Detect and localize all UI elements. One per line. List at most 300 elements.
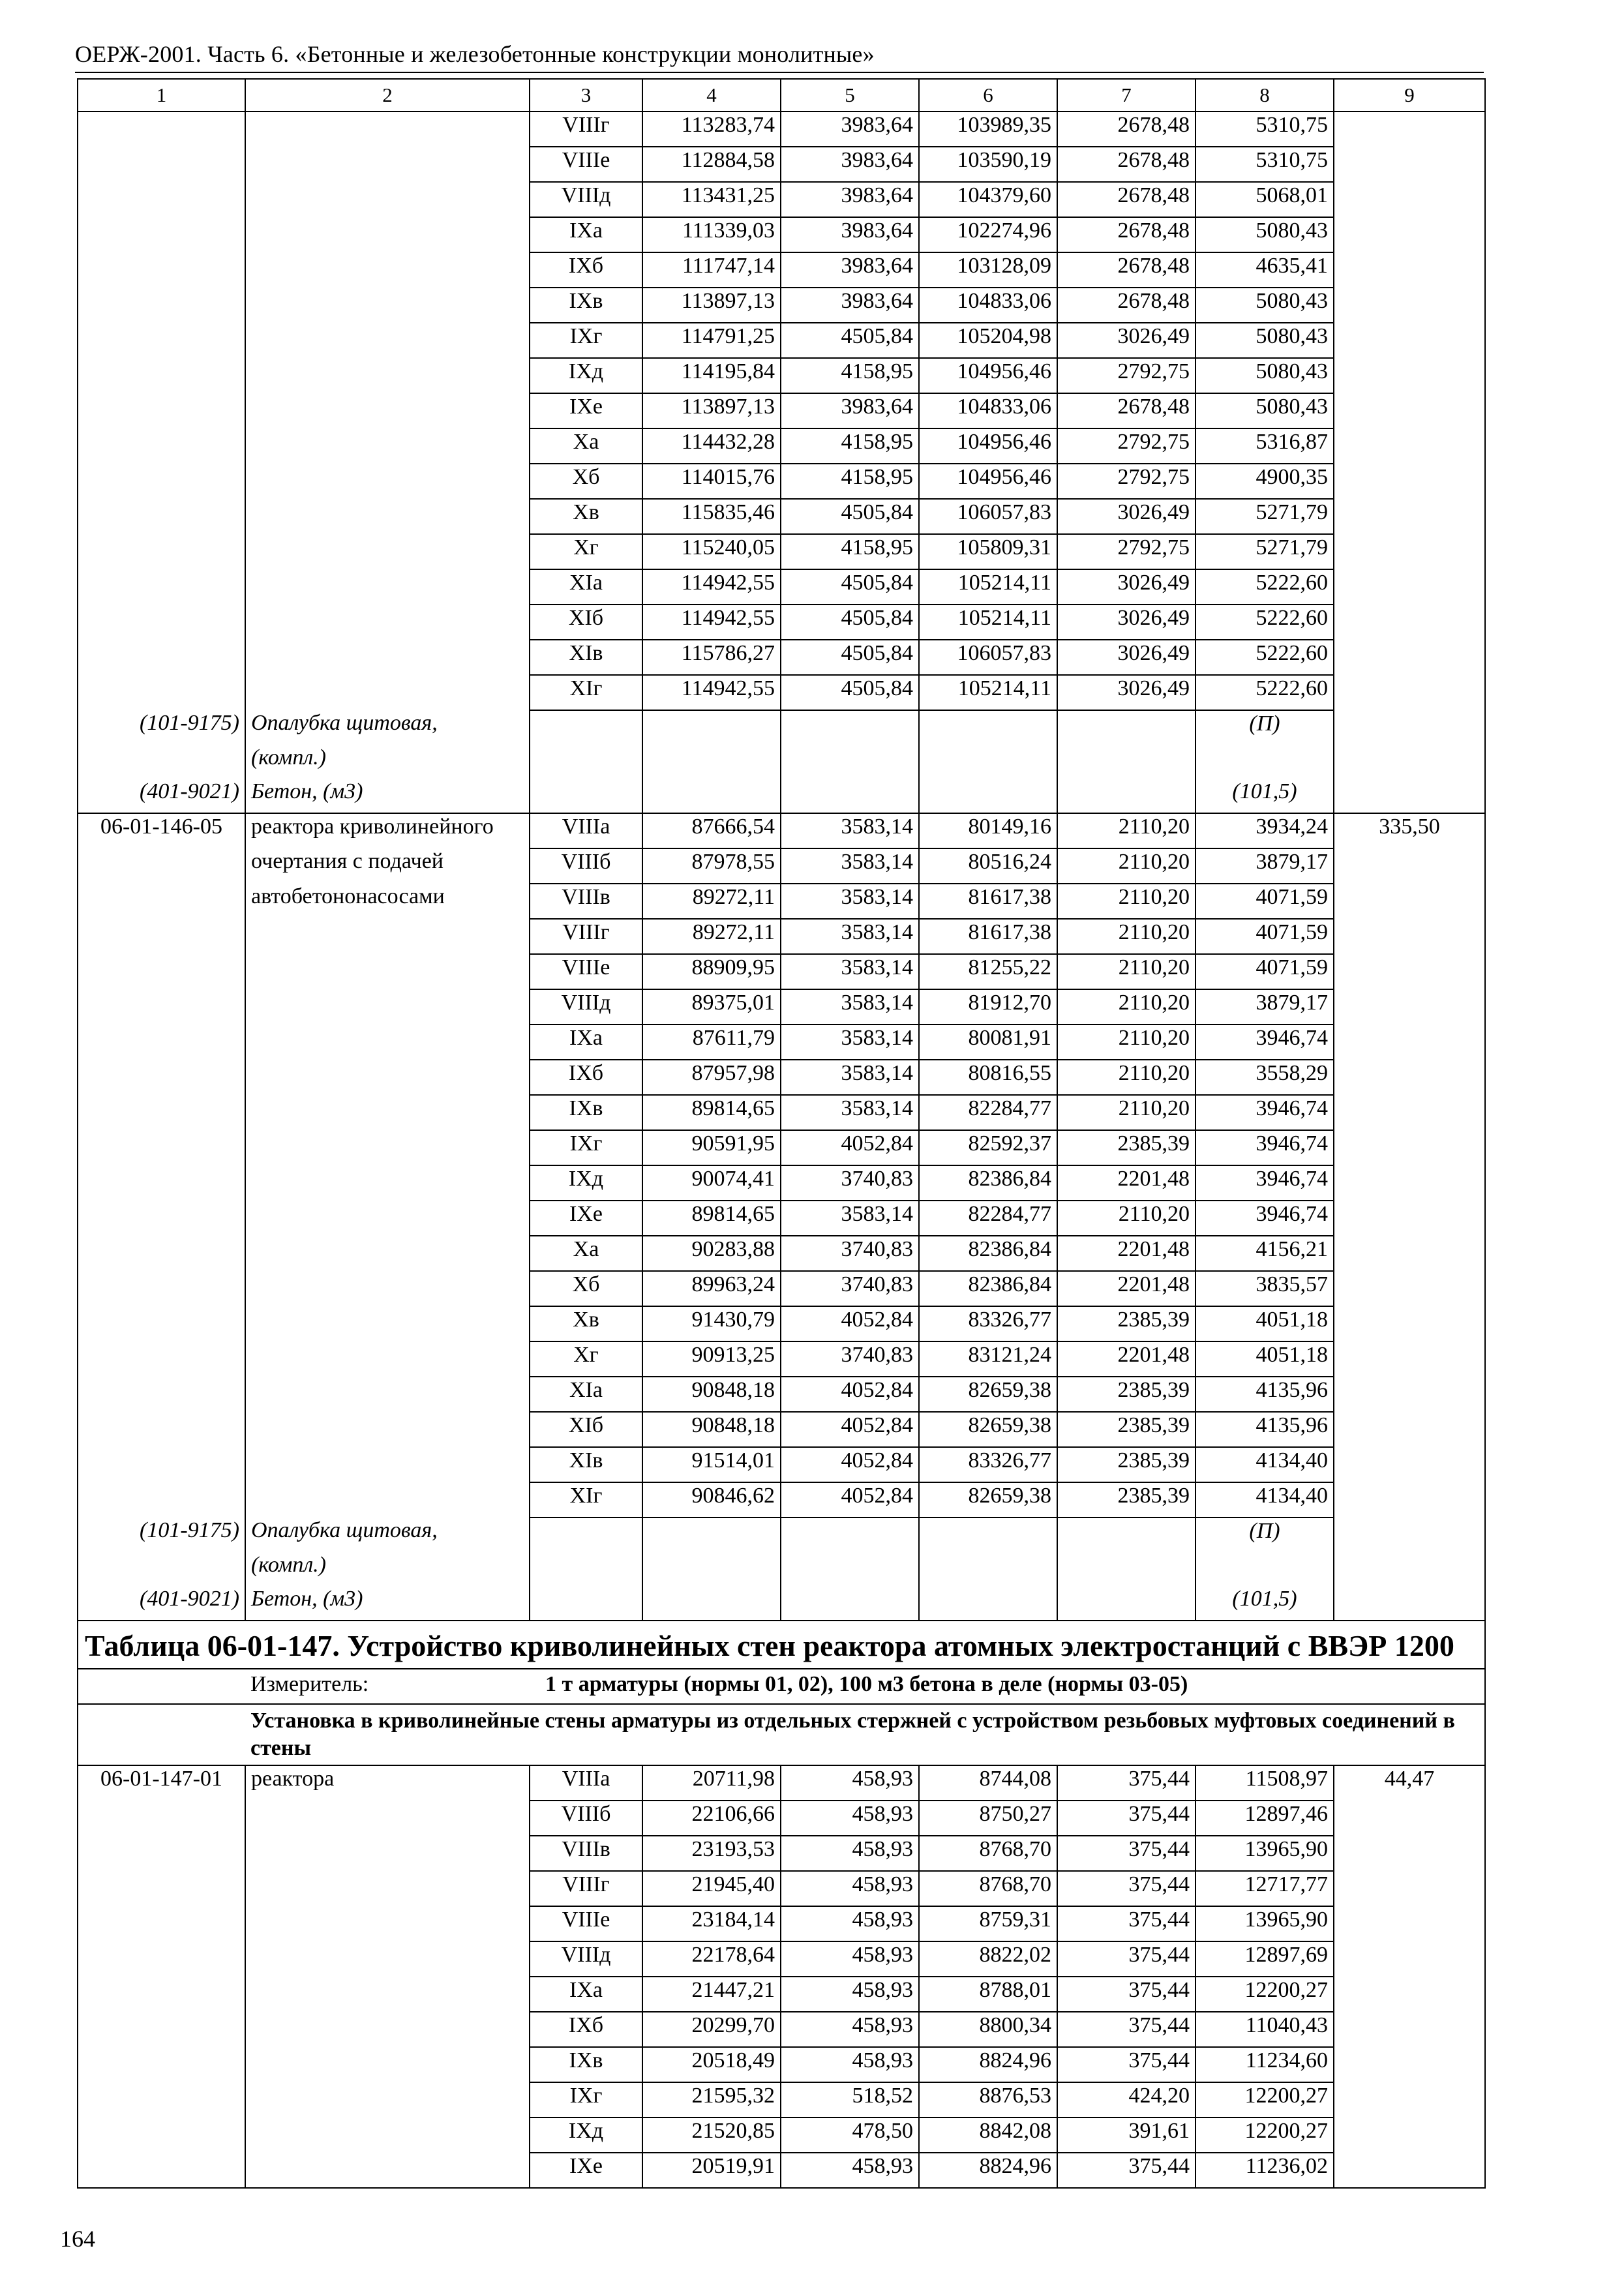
table-row [78,2117,1485,2153]
value-cell: 105214,11 [919,569,1057,605]
value-cell: 3740,83 [781,1236,919,1271]
empty-cell [919,1552,1057,1586]
value-cell: 375,44 [1057,1836,1195,1871]
value-cell: 81255,22 [919,954,1057,989]
value-cell: 2110,20 [1057,989,1195,1025]
value-cell: 4505,84 [781,640,919,675]
value-cell: 4156,21 [1195,1236,1334,1271]
grade-cell: IXе [530,393,642,428]
value-cell: 12717,77 [1195,1871,1334,1906]
grade-cell: IXг [530,1130,642,1165]
value-cell: 83121,24 [919,1341,1057,1377]
value-cell: 3026,49 [1057,569,1195,605]
value-cell: 104833,06 [919,393,1057,428]
col9-cell [1334,252,1485,288]
name-cell [245,954,530,989]
grade-cell: VIIIд [530,1941,642,1977]
grade-cell: VIIIг [530,919,642,954]
name-cell [245,2082,530,2117]
value-cell: 82386,84 [919,1165,1057,1201]
code-cell [78,1977,245,2012]
col9-cell [1334,569,1485,605]
table-row [78,182,1485,217]
value-cell: 111339,03 [642,217,781,252]
value-cell: 113897,13 [642,288,781,323]
value-cell: 82386,84 [919,1271,1057,1306]
col9-cell [1334,393,1485,428]
table-row [78,1765,1485,1801]
value-cell: 2110,20 [1057,1095,1195,1130]
name-cell [245,288,530,323]
value-cell: 3946,74 [1195,1201,1334,1236]
value-cell: 12897,46 [1195,1801,1334,1836]
code-cell [78,147,245,182]
table-row [78,1236,1485,1271]
value-cell: 87666,54 [642,813,781,848]
code-cell [78,1130,245,1165]
col9-cell [1334,2117,1485,2153]
col9-cell [1334,2153,1485,2188]
name-cell [245,217,530,252]
col9-cell [1334,182,1485,217]
table-row [78,217,1485,252]
table-row [78,1412,1485,1447]
value-cell: 3946,74 [1195,1095,1334,1130]
empty-cell [781,710,919,745]
value-cell: 3946,74 [1195,1165,1334,1201]
code-cell: 06-01-146-05 [78,813,245,848]
value-cell: 3583,14 [781,954,919,989]
col9-cell [1334,2012,1485,2047]
empty-cell [1334,710,1485,745]
page-header-title: ОЕРЖ-2001. Часть 6. «Бетонные и железобетонные конструкции монолитные» [75,41,875,67]
value-cell: 4052,84 [781,1130,919,1165]
grade-cell: IXд [530,358,642,393]
col9-cell [1334,2047,1485,2082]
col9-cell [1334,1871,1485,1906]
value-cell: 4052,84 [781,1306,919,1341]
table-title: Таблица 06-01-147. Устройство криволинейных стен реактора атомных электростанций с ВВЭР 1200 [78,1621,1485,1669]
value-cell: 11236,02 [1195,2153,1334,2188]
value-cell: 2110,20 [1057,1060,1195,1095]
name-cell [245,147,530,182]
table-row [78,884,1485,919]
col9-cell [1334,1060,1485,1095]
value-cell: 2792,75 [1057,428,1195,464]
col9-cell [1334,1306,1485,1341]
value-cell: 3983,64 [781,252,919,288]
empty-cell [781,1518,919,1552]
value-cell: 90074,41 [642,1165,781,1201]
value-cell: 89272,11 [642,919,781,954]
code-cell [78,428,245,464]
value-cell: 105809,31 [919,534,1057,569]
name-cell [245,1025,530,1060]
resource-code: (401-9021) [78,1586,245,1621]
name-cell [245,605,530,640]
value-cell: 2678,48 [1057,393,1195,428]
grade-cell: VIIIг [530,1871,642,1906]
value-cell: 82592,37 [919,1130,1057,1165]
table-row [78,954,1485,989]
value-cell: 11508,97 [1195,1765,1334,1801]
value-cell: 20711,98 [642,1765,781,1801]
value-cell: 375,44 [1057,1765,1195,1801]
col9-cell [1334,1836,1485,1871]
table-row [78,1871,1485,1906]
value-cell: 4505,84 [781,675,919,710]
name-cell [245,1801,530,1836]
grade-cell: IXб [530,1060,642,1095]
grade-cell: XIв [530,640,642,675]
value-cell: 3740,83 [781,1271,919,1306]
value-cell: 11234,60 [1195,2047,1334,2082]
name-cell [245,182,530,217]
empty-cell [1334,779,1485,813]
empty-cell [781,745,919,779]
col9-cell [1334,1341,1485,1377]
grade-cell: VIIIб [530,1801,642,1836]
code-cell [78,499,245,534]
value-cell: 104379,60 [919,182,1057,217]
empty-cell [78,1704,245,1765]
empty-cell [642,745,781,779]
code-cell [78,1271,245,1306]
value-cell: 89272,11 [642,884,781,919]
value-cell: 2110,20 [1057,1025,1195,1060]
value-cell: 20519,91 [642,2153,781,2188]
value-cell: 90848,18 [642,1377,781,1412]
value-cell: 3983,64 [781,112,919,147]
measure-value: 1 т арматуры (нормы 01, 02), 100 м3 бетона в деле (нормы 03-05) [530,1669,1485,1704]
table-row [78,745,1485,779]
table-row [78,2153,1485,2188]
value-cell: 5222,60 [1195,640,1334,675]
value-cell: 3740,83 [781,1341,919,1377]
value-cell: 81912,70 [919,989,1057,1025]
empty-cell [1334,1586,1485,1621]
col9-cell [1334,2082,1485,2117]
code-cell [78,464,245,499]
header-rule [75,72,1484,73]
table-row [78,1482,1485,1518]
grade-cell: VIIIг [530,112,642,147]
value-cell: 4052,84 [781,1447,919,1482]
table-row [78,1977,1485,2012]
value-cell: 2201,48 [1057,1165,1195,1201]
value-cell: 8824,96 [919,2047,1057,2082]
value-cell: 4134,40 [1195,1447,1334,1482]
table-row [78,1941,1485,1977]
value-cell: 90848,18 [642,1412,781,1447]
value-cell: 2678,48 [1057,147,1195,182]
column-header: 3 [530,79,642,112]
grade-cell: XIг [530,675,642,710]
code-cell [78,2047,245,2082]
value-cell: 458,93 [781,1801,919,1836]
col9-cell [1334,675,1485,710]
code-cell [78,358,245,393]
col9-cell [1334,358,1485,393]
value-cell: 2110,20 [1057,848,1195,884]
value-cell: 2110,20 [1057,884,1195,919]
resource-code: (101-9175) [78,710,245,745]
empty-cell [919,779,1057,813]
name-cell [245,1306,530,1341]
value-cell: 8750,27 [919,1801,1057,1836]
name-cell: автобетононасосами [245,884,530,919]
value-cell: 102274,96 [919,217,1057,252]
name-cell [245,1095,530,1130]
col9-cell [1334,640,1485,675]
empty-cell [1334,745,1485,779]
col9-cell [1334,1801,1485,1836]
grade-cell: VIIIд [530,989,642,1025]
value-cell: 87957,98 [642,1060,781,1095]
col9-cell [1334,1377,1485,1412]
empty-cell [642,779,781,813]
col9-cell [1334,1201,1485,1236]
grade-cell: Xг [530,534,642,569]
value-cell: 4071,59 [1195,919,1334,954]
empty-cell [1057,1586,1195,1621]
code-cell [78,252,245,288]
value-cell: 114942,55 [642,569,781,605]
value-cell: 458,93 [781,1906,919,1941]
table-row [78,1341,1485,1377]
value-cell: 5080,43 [1195,358,1334,393]
grade-cell: VIIIе [530,954,642,989]
value-cell: 22178,64 [642,1941,781,1977]
col9-cell [1334,1025,1485,1060]
value-cell: 375,44 [1057,1977,1195,2012]
value-cell: 2385,39 [1057,1412,1195,1447]
table-row [78,1060,1485,1095]
name-cell [245,2117,530,2153]
grade-cell: Xв [530,1306,642,1341]
empty-cell [530,710,642,745]
value-cell: 2792,75 [1057,534,1195,569]
value-cell: 114791,25 [642,323,781,358]
value-cell: 2110,20 [1057,954,1195,989]
table-row [78,499,1485,534]
column-header: 2 [245,79,530,112]
value-cell: 3583,14 [781,919,919,954]
code-cell: 06-01-147-01 [78,1765,245,1801]
resource-value: (101,5) [1195,779,1334,813]
col9-cell [1334,1482,1485,1518]
col9-cell [1334,1941,1485,1977]
col9-cell [1334,1236,1485,1271]
value-cell: 80081,91 [919,1025,1057,1060]
empty-cell [530,1518,642,1552]
value-cell: 3026,49 [1057,323,1195,358]
value-cell: 2201,48 [1057,1341,1195,1377]
value-cell: 82386,84 [919,1236,1057,1271]
table-row [78,1669,1485,1704]
value-cell: 4158,95 [781,534,919,569]
resource-name: Бетон, (м3) [245,779,530,813]
resource-value: (П) [1195,1518,1334,1552]
name-cell [245,675,530,710]
value-cell: 2201,48 [1057,1236,1195,1271]
name-cell [245,534,530,569]
value-cell: 4158,95 [781,358,919,393]
empty-cell [530,779,642,813]
table-row [78,2047,1485,2082]
col9-cell [1334,884,1485,919]
value-cell: 5080,43 [1195,288,1334,323]
empty-cell [919,1586,1057,1621]
value-cell: 3583,14 [781,884,919,919]
name-cell [245,323,530,358]
value-cell: 4158,95 [781,464,919,499]
empty-cell [78,1552,245,1586]
column-header: 8 [1195,79,1334,112]
value-cell: 3946,74 [1195,1025,1334,1060]
name-cell [245,1060,530,1095]
grade-cell: IXв [530,2047,642,2082]
value-cell: 2385,39 [1057,1377,1195,1412]
col9-cell [1334,1906,1485,1941]
price-table [77,78,1486,2189]
value-cell: 5222,60 [1195,675,1334,710]
resource-name: Опалубка щитовая, [245,710,530,745]
name-cell [245,358,530,393]
name-cell [245,1201,530,1236]
value-cell: 458,93 [781,2153,919,2188]
value-cell: 13965,90 [1195,1906,1334,1941]
value-cell: 5310,75 [1195,112,1334,147]
value-cell: 87611,79 [642,1025,781,1060]
col9-cell [1334,1412,1485,1447]
table-row [78,252,1485,288]
value-cell: 375,44 [1057,1801,1195,1836]
value-cell: 2678,48 [1057,288,1195,323]
value-cell: 115240,05 [642,534,781,569]
resource-value: (101,5) [1195,1586,1334,1621]
name-cell [245,1941,530,1977]
value-cell: 91514,01 [642,1447,781,1482]
value-cell: 115835,46 [642,499,781,534]
code-cell [78,2153,245,2188]
value-cell: 8876,53 [919,2082,1057,2117]
value-cell: 4071,59 [1195,954,1334,989]
value-cell: 4051,18 [1195,1306,1334,1341]
grade-cell: VIIIе [530,1906,642,1941]
col9-cell [1334,1977,1485,2012]
table-row [78,2012,1485,2047]
table-row [78,675,1485,710]
table-row [78,1095,1485,1130]
value-cell: 23193,53 [642,1836,781,1871]
value-cell: 106057,83 [919,499,1057,534]
grade-cell: XIа [530,1377,642,1412]
value-cell: 3026,49 [1057,499,1195,534]
value-cell: 11040,43 [1195,2012,1334,2047]
value-cell: 89375,01 [642,989,781,1025]
value-cell: 90846,62 [642,1482,781,1518]
resource-value: (П) [1195,710,1334,745]
name-cell [245,499,530,534]
col9-cell [1334,1165,1485,1201]
table-row [78,1165,1485,1201]
resource-name: (компл.) [245,745,530,779]
value-cell: 83326,77 [919,1306,1057,1341]
value-cell: 87978,55 [642,848,781,884]
name-cell [245,1271,530,1306]
name-cell [245,569,530,605]
column-header: 5 [781,79,919,112]
value-cell: 2385,39 [1057,1130,1195,1165]
value-cell: 2385,39 [1057,1447,1195,1482]
col9-cell [1334,1447,1485,1482]
measure-label: Измеритель: [250,1672,369,1696]
table-row [78,1306,1485,1341]
value-cell: 4134,40 [1195,1482,1334,1518]
table-row [78,848,1485,884]
col9-cell [1334,112,1485,147]
value-cell: 2678,48 [1057,182,1195,217]
value-cell: 104833,06 [919,288,1057,323]
table-row [78,1130,1485,1165]
empty-cell [1334,1518,1485,1552]
table-row [78,428,1485,464]
grade-cell: IXг [530,323,642,358]
value-cell: 375,44 [1057,1871,1195,1906]
code-cell [78,1341,245,1377]
name-cell [245,1977,530,2012]
value-cell: 111747,14 [642,252,781,288]
name-cell [245,2153,530,2188]
value-cell: 80149,16 [919,813,1057,848]
col9-cell [1334,428,1485,464]
value-cell: 3934,24 [1195,813,1334,848]
value-cell: 3835,57 [1195,1271,1334,1306]
col9-cell [1334,605,1485,640]
table-row [78,813,1485,848]
value-cell: 105204,98 [919,323,1057,358]
table-row [78,1447,1485,1482]
empty-cell [78,1669,245,1704]
grade-cell: IXа [530,217,642,252]
table-row [78,1552,1485,1586]
value-cell: 80516,24 [919,848,1057,884]
value-cell: 375,44 [1057,2047,1195,2082]
value-cell: 103128,09 [919,252,1057,288]
value-cell: 458,93 [781,2012,919,2047]
value-cell: 8788,01 [919,1977,1057,2012]
grade-cell: IXа [530,1977,642,2012]
value-cell: 2385,39 [1057,1482,1195,1518]
grade-cell: VIIIа [530,1765,642,1801]
value-cell: 114015,76 [642,464,781,499]
grade-cell: IXб [530,2012,642,2047]
table-row [78,1586,1485,1621]
name-cell [245,393,530,428]
code-cell [78,182,245,217]
code-cell [78,1025,245,1060]
section-subtitle: Установка в криволинейные стены арматуры из отдельных стержней с устройством резьбовых муфтовых соединений в стены [245,1704,1485,1765]
table-row [78,1906,1485,1941]
value-cell: 12897,69 [1195,1941,1334,1977]
value-cell: 21520,85 [642,2117,781,2153]
name-cell [245,1130,530,1165]
code-cell [78,1447,245,1482]
table-row [78,710,1485,745]
name-cell [245,1836,530,1871]
name-cell [245,464,530,499]
